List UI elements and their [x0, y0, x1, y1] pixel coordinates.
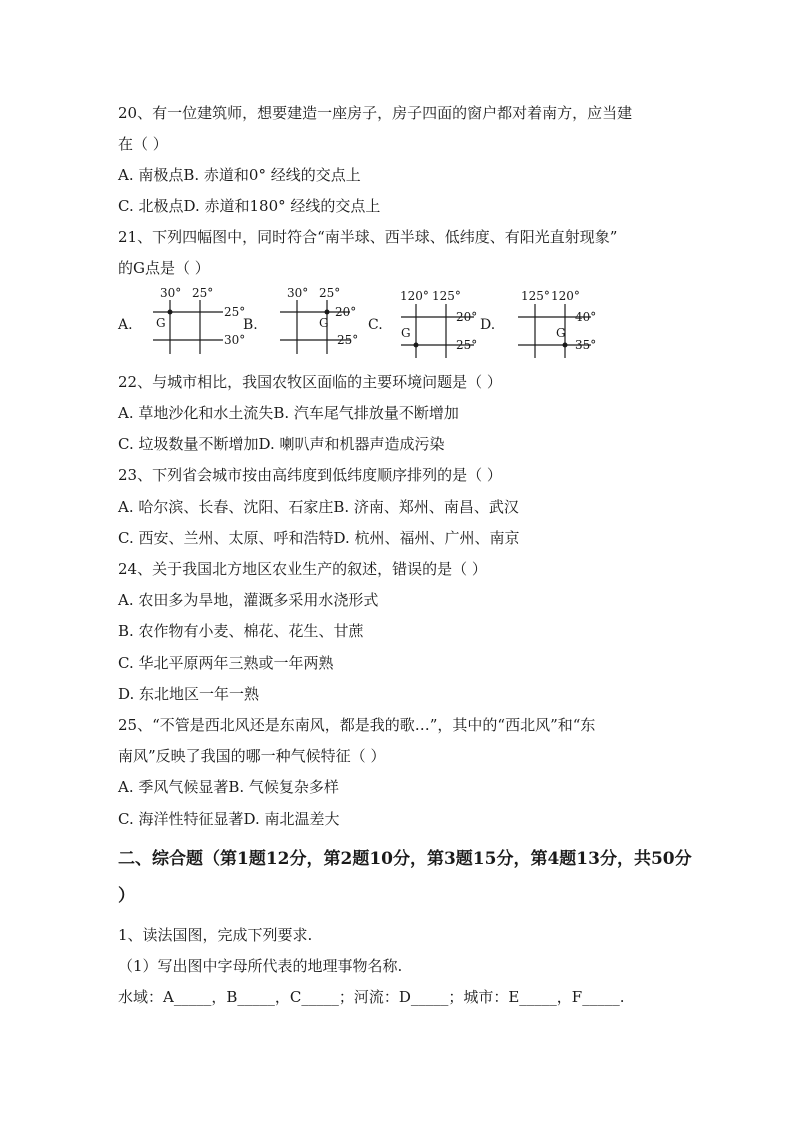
q21-diagram-a — [148, 282, 248, 362]
q21-stem-line2: 的G点是（ ） — [118, 259, 210, 277]
q24-stem: 24、关于我国北方地区农业生产的叙述，错误的是（ ） — [118, 560, 487, 578]
s2-q1-stem: 1、读法国图，完成下列要求. — [118, 926, 313, 944]
q24-option-a: A. 农田多为旱地，灌溉多采用水浇形式 — [118, 591, 379, 609]
q24-option-b: B. 农作物有小麦、棉花、花生、甘蔗 — [118, 622, 364, 640]
label-top-left: 125° — [521, 289, 550, 303]
section-2-heading-line2: ） — [118, 886, 135, 906]
q21-option-c-label: C. — [368, 317, 383, 333]
section-2-heading-line1: 二、综合题（第1题12分，第2题10分，第3题15分，第4题13分，共50分 — [118, 849, 692, 869]
label-point: G — [401, 326, 411, 340]
label-top-left: 120° — [400, 289, 429, 303]
s2-q1-sub1: （1）写出图中字母所代表的地理事物名称. — [118, 957, 403, 975]
q24-option-d: D. 东北地区一年一熟 — [118, 685, 260, 703]
q21-diagram-b — [275, 282, 375, 362]
q25-stem-line2: 南风”反映了我国的哪一种气候特征（ ） — [118, 747, 386, 765]
label-top-right: 25° — [319, 286, 341, 300]
label-right-upper: 20° — [335, 305, 357, 319]
q20-options-ab: A. 南极点B. 赤道和0° 经线的交点上 — [118, 166, 361, 184]
g-point — [325, 310, 330, 315]
q25-options-ab: A. 季风气候显著B. 气候复杂多样 — [118, 778, 339, 796]
g-point — [414, 343, 419, 348]
q23-options-cd: C. 西安、兰州、太原、呼和浩特D. 杭州、福州、广州、南京 — [118, 529, 520, 547]
label-top-left: 30° — [287, 286, 309, 300]
label-right-upper: 20° — [456, 310, 478, 324]
q20-stem-line2: 在（ ） — [118, 135, 168, 153]
q22-options-cd: C. 垃圾数量不断增加D. 喇叭声和机器声造成污染 — [118, 435, 445, 453]
label-top-right: 120° — [551, 289, 580, 303]
label-top-right: 25° — [192, 286, 214, 300]
label-right-lower: 30° — [224, 333, 246, 347]
label-point: G — [319, 316, 329, 330]
q21-option-d-label: D. — [480, 317, 496, 333]
label-right-lower: 25° — [337, 333, 359, 347]
label-top-right: 125° — [432, 289, 461, 303]
label-right-lower: 25° — [456, 338, 478, 352]
q21-diagram-row — [118, 282, 678, 362]
q25-stem-line1: 25、“不管是西北风还是东南风，都是我的歌…”，其中的“西北风”和“东 — [118, 716, 596, 734]
q25-options-cd: C. 海洋性特征显著D. 南北温差大 — [118, 810, 340, 828]
label-top-left: 30° — [160, 286, 182, 300]
g-point — [168, 310, 173, 315]
label-point: G — [556, 326, 566, 340]
q20-options-cd: C. 北极点D. 赤道和180° 经线的交点上 — [118, 197, 381, 215]
label-right-upper: 25° — [224, 305, 246, 319]
q21-stem-line1: 21、下列四幅图中，同时符合“南半球、西半球、低纬度、有阳光直射现象” — [118, 228, 618, 246]
q23-stem: 23、下列省会城市按由高纬度到低纬度顺序排列的是（ ） — [118, 466, 502, 484]
g-point — [563, 343, 568, 348]
q21-diagram-d — [513, 282, 623, 362]
q22-stem: 22、与城市相比，我国农牧区面临的主要环境问题是（ ） — [118, 373, 502, 391]
q21-option-a-label: A. — [118, 317, 133, 333]
q20-stem-line1: 20、有一位建筑师，想要建造一座房子，房子四面的窗户都对着南方，应当建 — [118, 104, 633, 122]
q21-option-b-label: B. — [243, 317, 258, 333]
label-right-upper: 40° — [575, 310, 597, 324]
s2-q1-blanks: 水域：A_____，B_____，C_____；河流：D_____；城市：E_____，F_____. — [118, 988, 625, 1006]
q22-options-ab: A. 草地沙化和水土流失B. 汽车尾气排放量不断增加 — [118, 404, 459, 422]
label-right-lower: 35° — [575, 338, 597, 352]
q23-options-ab: A. 哈尔滨、长春、沈阳、石家庄B. 济南、郑州、南昌、武汉 — [118, 498, 519, 516]
label-point: G — [156, 316, 166, 330]
q24-option-c: C. 华北平原两年三熟或一年两熟 — [118, 654, 334, 672]
